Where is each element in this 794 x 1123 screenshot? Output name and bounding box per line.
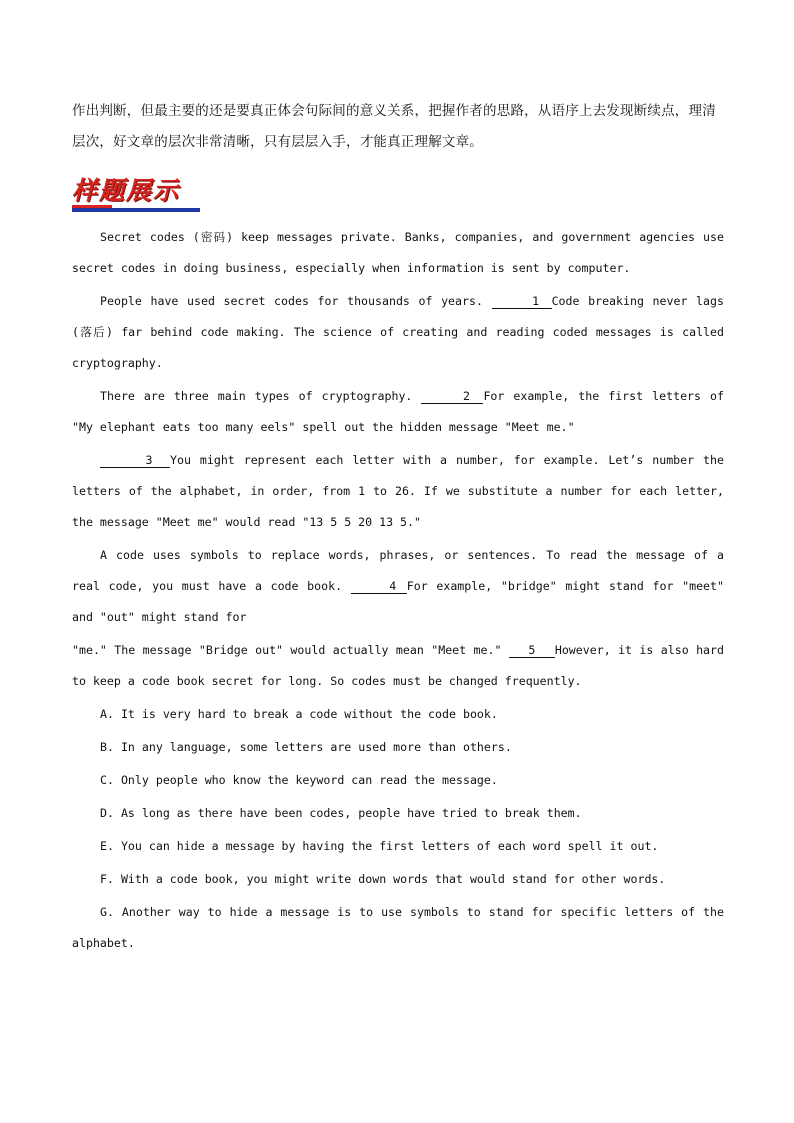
option-c: C. Only people who know the keyword can read the message. [100, 773, 498, 787]
paragraph-text: There are three main types of cryptography. [100, 389, 413, 403]
paragraph-text: Code breaking never lags (落后) far behind code making. The science of creating and reading coded messages is called cryptography. [72, 294, 724, 370]
option-b: B. In any language, some letters are used more than others. [100, 740, 512, 754]
passage-paragraph-2 [72, 286, 724, 379]
option-a: A. It is very hard to break a code without the code book. [100, 707, 498, 721]
blank-1[interactable]: 1 [492, 294, 552, 309]
paragraph-text: However, it is also hard to keep a code book secret for long. So codes must be changed frequently. [72, 643, 724, 688]
option-d: D. As long as there have been codes, people have tried to break them. [100, 806, 582, 820]
passage-paragraph-4 [72, 445, 724, 538]
option-f: F. With a code book, you might write down words that would stand for other words. [100, 872, 666, 886]
option-g: G. Another way to hide a message is to use symbols to stand for specific letters of the alphabet. [72, 905, 724, 950]
option-e: E. You can hide a message by having the first letters of each word spell it out. [100, 839, 659, 853]
paragraph-text: "me." The message "Bridge out" would actually mean "Meet me." [72, 643, 502, 657]
passage-paragraph-5 [72, 540, 724, 633]
paragraph-text: For example, "bridge" might stand for "meet" and "out" might stand for [72, 579, 724, 624]
blank-4[interactable]: 4 [351, 579, 407, 594]
answer-options [72, 699, 724, 959]
paragraph-text: For example, the first letters of "My elephant eats too many eels" spell out the hidden message "Meet me." [72, 389, 724, 434]
section-header [72, 173, 202, 215]
passage-paragraph-1: Secret codes (密码) keep messages private. Banks, companies, and government agencies use secret codes in doing business, especially when information is sent by computer. [72, 230, 724, 275]
paragraph-text: People have used secret codes for thousands of years. [100, 294, 483, 308]
blank-2[interactable]: 2 [421, 389, 483, 404]
passage-paragraph-3 [72, 381, 724, 443]
paragraph-text: A code uses symbols to replace words, phrases, or sentences. To read the message of a real code, you must have a code book. [72, 548, 724, 593]
blank-3[interactable]: 3 [100, 453, 170, 468]
paragraph-text: You might represent each letter with a number, for example. Let’s number the letters of the alphabet, in order, from 1 to 26. If we substitute a number for each letter, the message "Meet me" would read "13 5 5 20 13 5." [72, 453, 724, 529]
intro-paragraph: 作出判断，但最主要的还是要真正体会句际间的意义关系，把握作者的思路，从语序上去发现断续点，理清层次，好文章的层次非常清晰，只有层层入手，才能真正理解文章。 [72, 103, 716, 150]
passage [72, 222, 724, 961]
passage-paragraph-6 [72, 635, 724, 697]
blank-5[interactable]: 5 [509, 643, 555, 658]
section-title: 样题展示 [72, 176, 181, 205]
section-underline [72, 208, 200, 212]
